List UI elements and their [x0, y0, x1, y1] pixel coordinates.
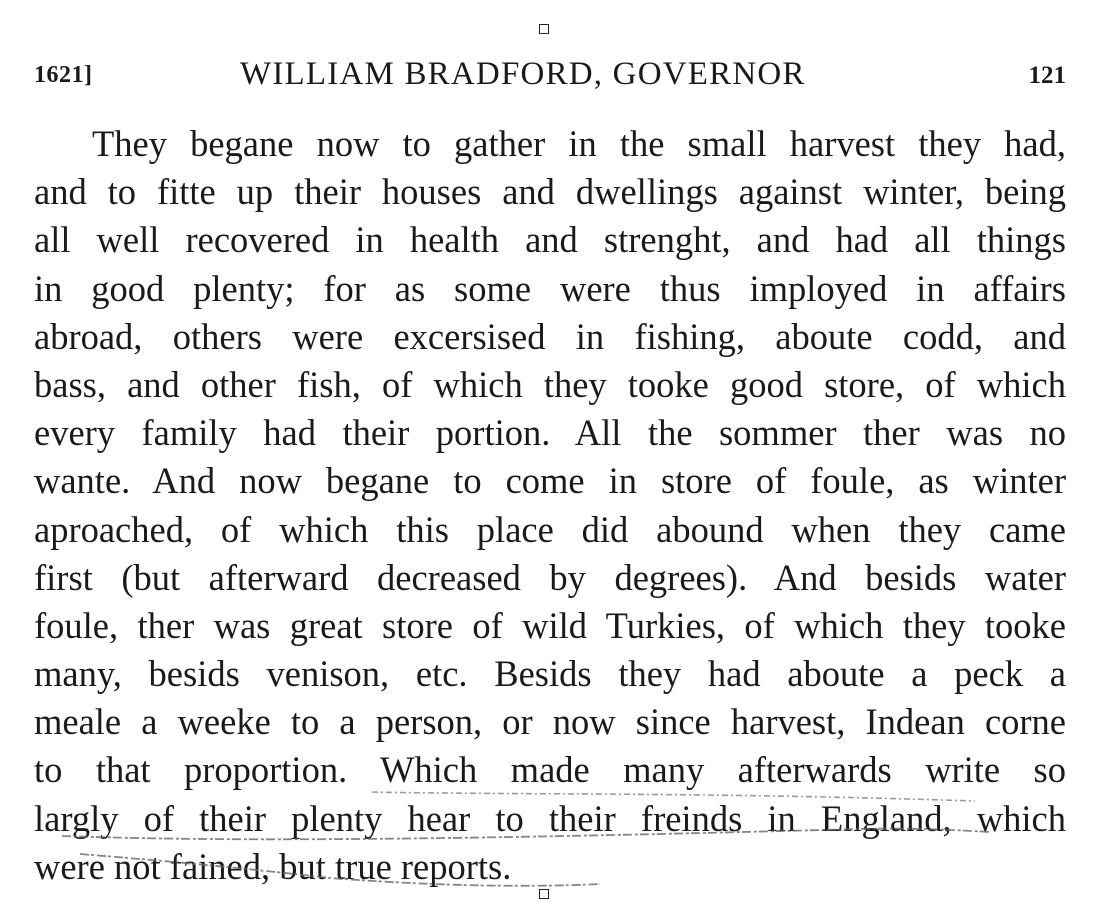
text-line: They begane now to gather in the small harvest they had,: [92, 123, 1066, 164]
running-head-title: WILLIAM BRADFORD, GOVERNOR: [240, 56, 806, 92]
text-line: every family had their portion. All the sommer ther was no: [34, 412, 1066, 454]
text-line: to that proportion. Which made many afterwards write so: [34, 749, 1066, 791]
page-number: 121: [1028, 62, 1066, 89]
text-line: in good plenty; for as some were thus imployed in affairs: [34, 267, 1066, 309]
text-line: many, besids venison, etc. Besids they had aboute a peck a: [34, 653, 1066, 695]
text-line: bass, and other fish, of which they tooke good store, of which: [34, 363, 1066, 405]
text-line: meale a weeke to a person, or now since harvest, Indean corne: [34, 701, 1066, 743]
text-line: largly of their plenty hear to their freinds in England, which: [34, 797, 1066, 839]
selection-handle-top[interactable]: [539, 24, 549, 34]
selection-handle-bottom[interactable]: [539, 889, 549, 899]
text-line: and to fitte up their houses and dwellings against winter, being: [34, 171, 1066, 213]
running-head: [34, 56, 1066, 96]
running-head-year: 1621]: [34, 62, 93, 88]
text-line: all well recovered in health and strenght, and had all things: [34, 219, 1066, 261]
text-line: aproached, of which this place did abound when they came: [34, 508, 1066, 550]
text-line: were not fained, but true reports.: [34, 845, 512, 887]
body-paragraph: [34, 120, 1066, 891]
text-line: abroad, others were excersised in fishing, aboute codd, and: [34, 315, 1066, 357]
text-line: first (but afterward decreased by degrees). And besids water: [34, 556, 1066, 598]
text-line: foule, ther was great store of wild Turkies, of which they tooke: [34, 604, 1066, 646]
text-line: wante. And now begane to come in store of foule, as winter: [34, 460, 1066, 502]
